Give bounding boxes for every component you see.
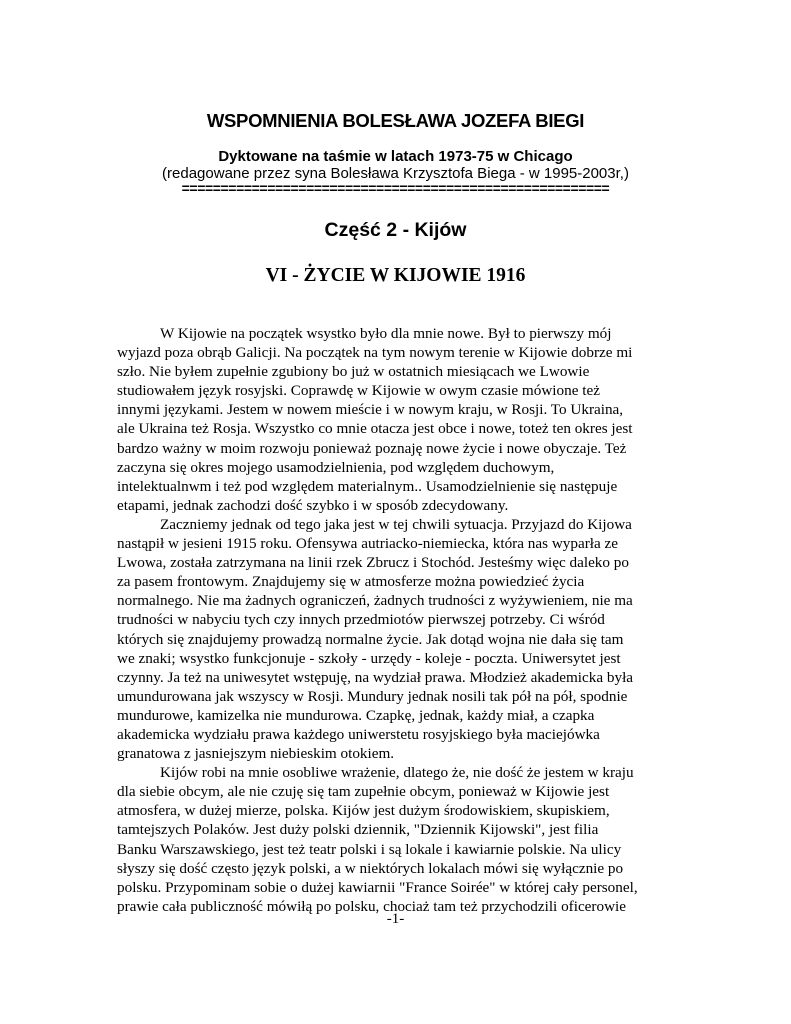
body-line: szło. Nie byłem zupełnie zgubiony bo już w ostatnich miesiącach we Lwowie [117, 363, 590, 381]
page-number: -1- [386, 911, 405, 927]
dictation-note: Dyktowane na taśmie w latach 1973-75 w Chicago [218, 148, 573, 165]
body-line: za pasem frontowym. Znajdujemy się w atmosferze można powiedzieć życia [117, 573, 585, 591]
body-line: polsku. Przypominam sobie o dużej kawiarnii "France Soirée" w której cały personel, [117, 878, 638, 896]
body-line: W Kijowie na początek wsystko było dla mnie nowe. Był to pierwszy mój [160, 325, 612, 342]
part-title: Część 2 - Kijów [324, 219, 467, 241]
body-line: Kijów robi na mnie osobliwe wrażenie, dlatego że, nie dość że jestem w kraju [160, 764, 634, 782]
body-line: tamtejszych Polaków. Jest duży polski dziennik, "Dziennik Kijowski", jest filia [117, 821, 599, 839]
body-line: akademicka wydziału prawa każdego uniwerstetu rosyjskiego była maciejówka [117, 725, 600, 743]
body-line: bardzo ważny w moim rozwoju ponieważ poznaję nowe życie i nowe obyczaje. Też [117, 439, 627, 457]
body-line: Banku Warszawskiego, jest też teatr polski i są lokale i kawiarnie polskie. Na ulicy [117, 840, 622, 858]
body-line: których się znajdujemy prowadzą normalne życie. Jak dotąd wojna nie dała się tam [117, 630, 624, 648]
body-line: trudności w nabyciu tych czy innych przedmiotów pierwszej potrzeby. Ci wśród [117, 611, 605, 629]
body-line: Zaczniemy jednak od tego jaka jest w tej chwili sytuacja. Przyjazd do Kijowa [160, 515, 632, 533]
body-line: studiowałem język rosyjski. Coprawdę w Kijowie w owym czasie mówione też [117, 382, 600, 400]
body-line: wyjazd poza obrąb Galicji. Na początek na tym nowym terenie w Kijowie dobrze mi [117, 344, 633, 362]
body-line: we znaki; wsystko funkcjonuje - szkoły - urzędy - koleje - poczta. Uniwersytet jest [117, 649, 621, 667]
body-line: normalnego. Nie ma żadnych ograniczeń, żadnych trudności z wyżywieniem, nie ma [117, 592, 633, 610]
body-line: innymi językami. Jestem w nowem mieście i w nowym kraju, w Rosji. To Ukraina, [117, 401, 624, 419]
body-text [117, 324, 674, 916]
body-line: zaczyna się okres mojego usamodzielnienia, pod względem duchowym, [117, 458, 555, 476]
body-line: granatowa z jasniejszym niebieskim otokiem. [117, 745, 395, 763]
body-line: dla siebie obcym, ale nie czuję się tam zupełnie obcym, ponieważ w Kijowie jest [117, 783, 610, 801]
body-line: słyszy się dość często język polski, a w niektórych lokalach mówi się wyłącznie po [117, 859, 624, 877]
body-line: atmosfera, w dużej mierze, polska. Kijów jest dużym środowiskiem, skupiskiem, [117, 802, 610, 820]
body-line: umundurowana jak wszyscy w Rosji. Mundury jednak nosili tak pół na pół, spodnie [117, 687, 628, 705]
separator-rule: ======================================================= [181, 180, 610, 196]
body-line: nastąpił w jesieni 1915 roku. Ofensywa autriacko-niemiecka, która nas wyparła ze [117, 535, 619, 553]
body-line: etapami, jednak zachodzi dość szybko i w sposób zdecydowany. [117, 496, 509, 514]
chapter-title: VI - ŻYCIE W KIJOWIE 1916 [265, 265, 526, 286]
memoir-title: WSPOMNIENIA BOLESŁAWA JOZEFA BIEGI [206, 110, 585, 131]
body-line: ale Ukraina też Rosja. Wszystko co mnie otacza jest obce i nowe, toteż ten okres jest [117, 420, 633, 438]
body-line: prawie cała publiczność mówiłą po polsku, chociaż tam też przychodzili oficerowie [117, 897, 627, 915]
editor-note: (redagowane przez syna Bolesława Krzysztofa Biega - w 1995-2003r,) [162, 165, 629, 182]
body-line: intelektualnwm i też pod względem materialnym.. Usamodzielnienie się następuje [117, 477, 618, 495]
body-line: mundurowe, kamizelka nie mundurowa. Czapkę, jednak, każdy miał, a czapka [117, 706, 595, 724]
body-line: Lwowa, została zatrzymana na linii rzek Zbrucz i Stochód. Jesteśmy więc daleko po [117, 554, 629, 572]
body-line: czynny. Ja też na uniwesytet wstępuję, na wydział prawa. Młodzież akademicka była [117, 668, 634, 686]
